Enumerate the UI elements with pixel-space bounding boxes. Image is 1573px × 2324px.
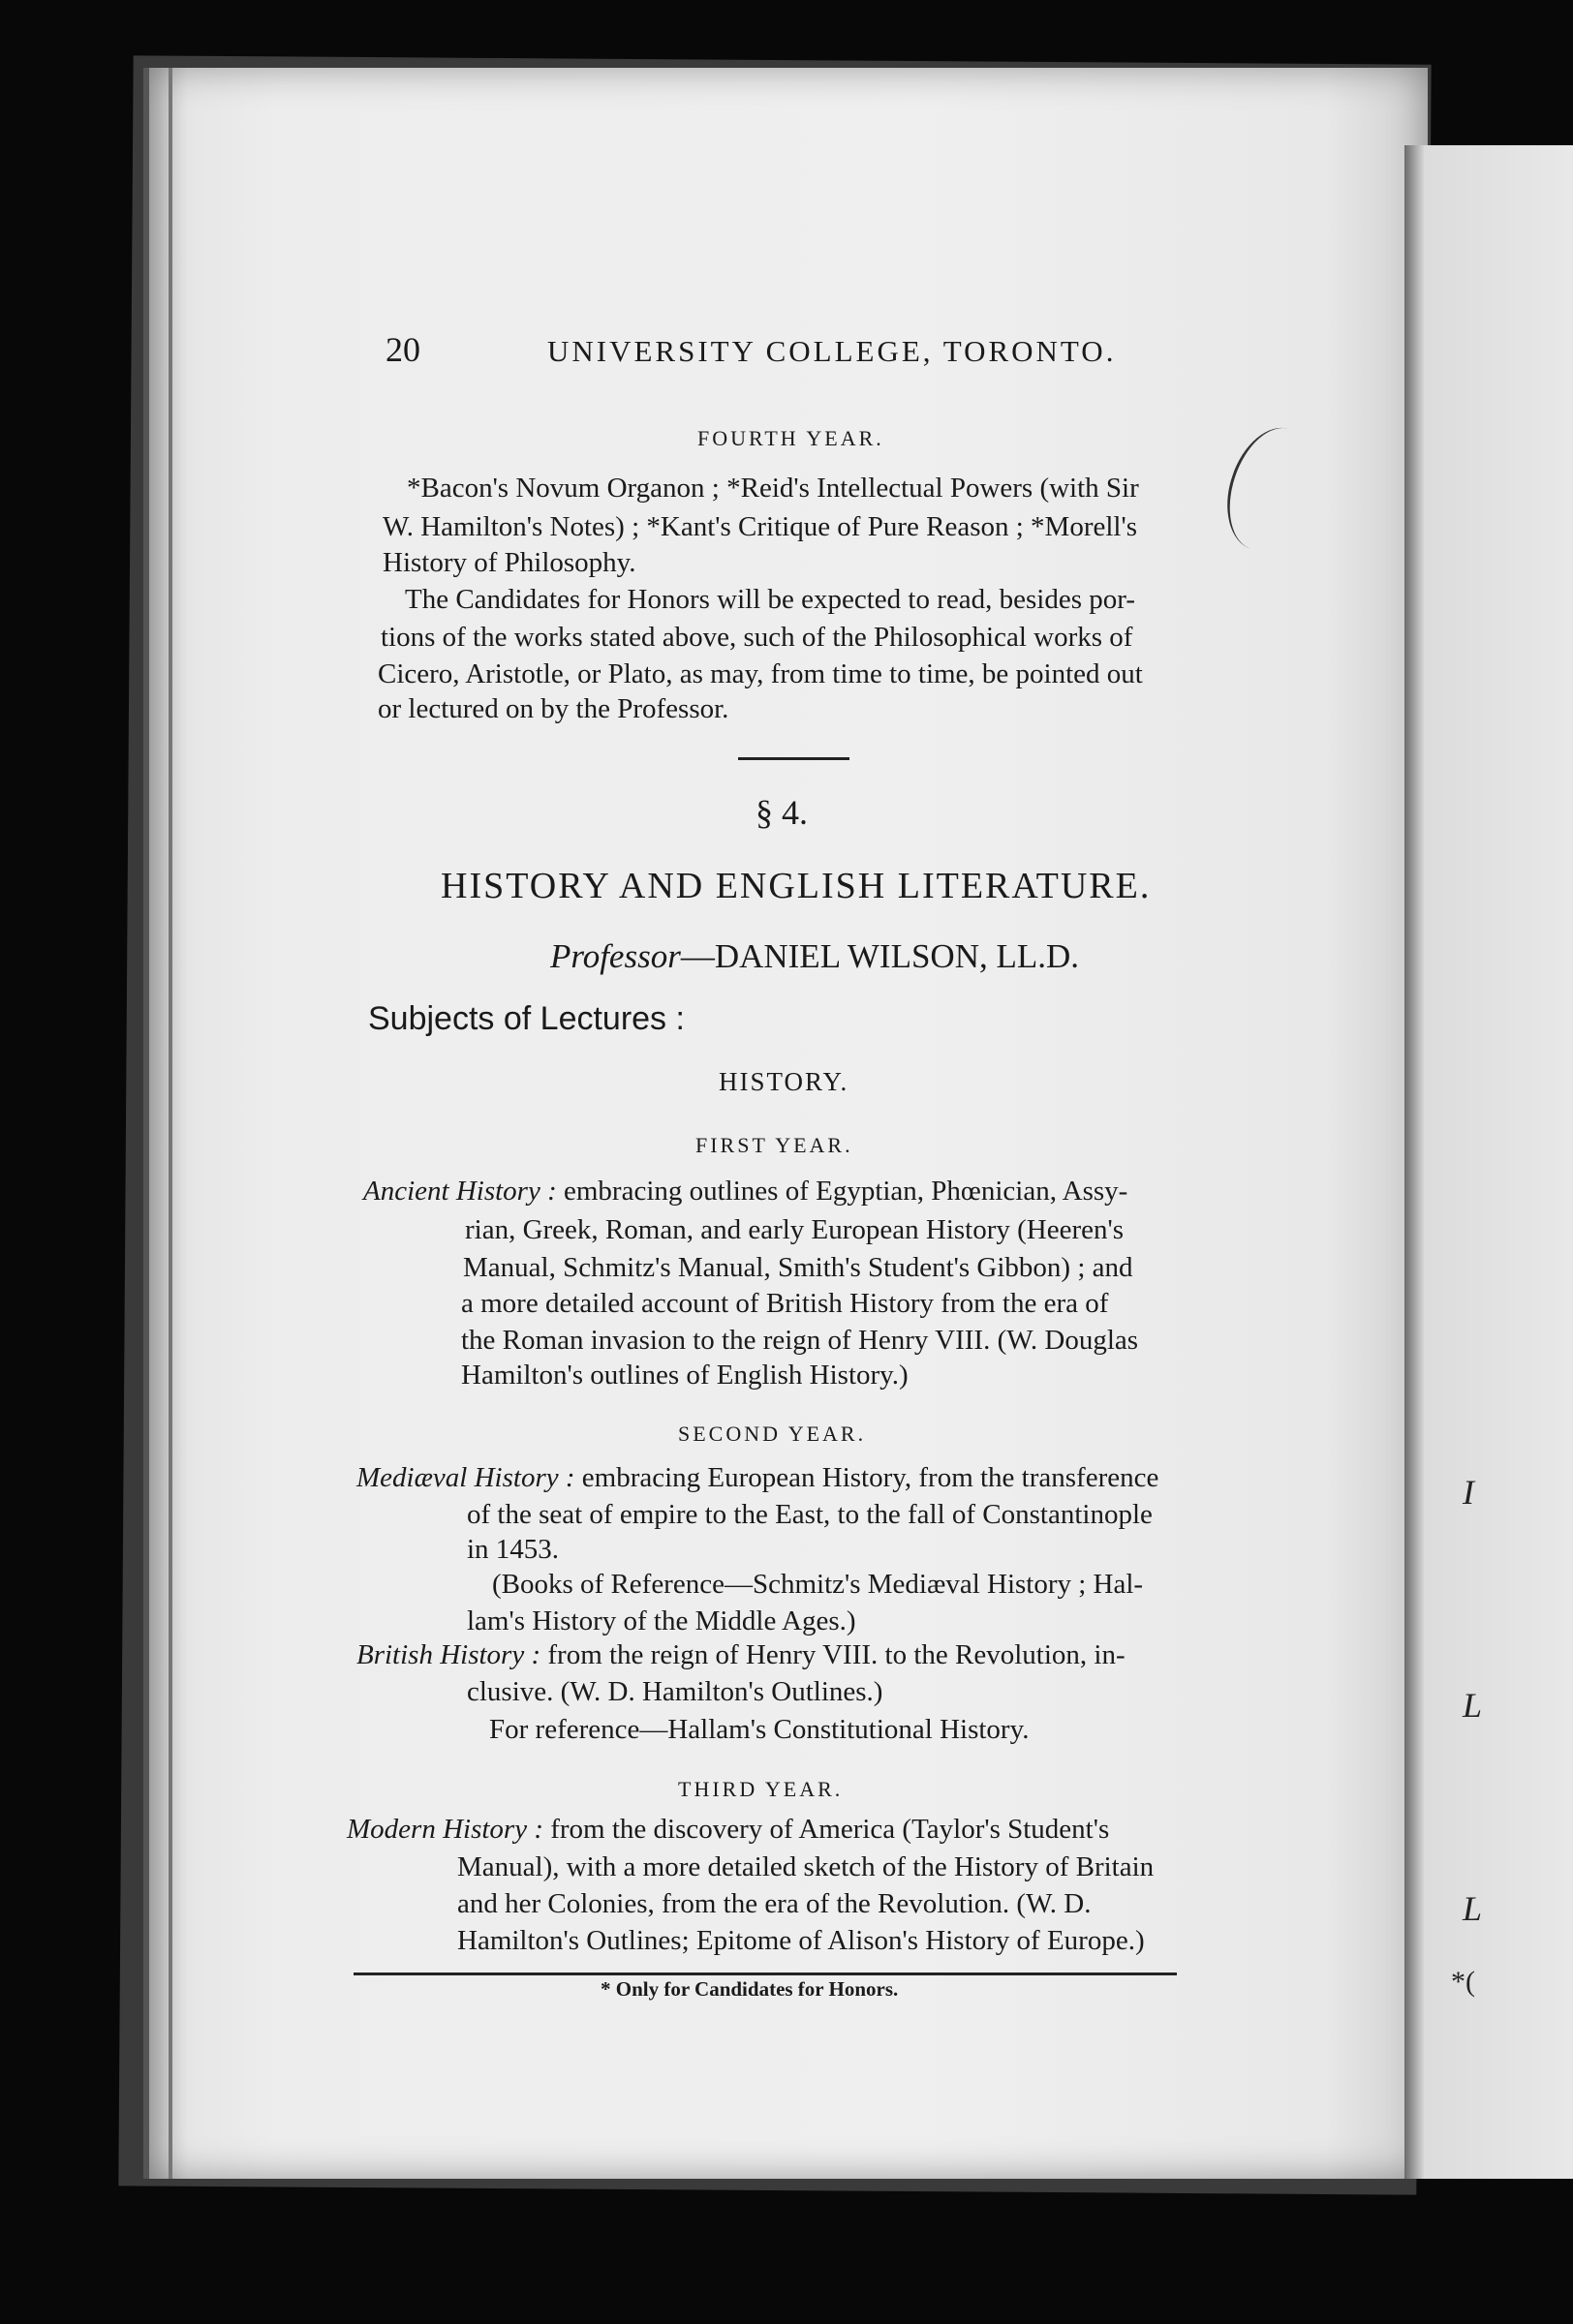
professor-name: —DANIEL WILSON, LL.D. [680,937,1080,975]
second-year-line: lam's History of the Middle Ages.) [467,1605,856,1636]
fourth-year-line: or lectured on by the Professor. [378,693,729,724]
section-divider [738,757,849,760]
second-year-line: of the seat of empire to the East, to the fall of Constantinople [467,1499,1153,1530]
first-year-line: Manual, Schmitz's Manual, Smith's Student's Gibbon) ; and [463,1252,1133,1283]
section-title: HISTORY AND ENGLISH LITERATURE. [441,866,1152,906]
professor-line [550,937,1079,976]
first-year-line: the Roman invasion to the reign of Henry VIII. (W. Douglas [461,1325,1139,1356]
british-history-entry [356,1639,1126,1671]
first-year-line: Hamilton's outlines of English History.) [461,1360,909,1391]
fourth-year-line: tions of the works stated above, such of the Philosophical works of [381,622,1133,653]
ancient-history-label: Ancient History : [363,1176,557,1207]
modern-history-label: Modern History : [347,1814,543,1845]
second-year-line: For reference—Hallam's Constitutional History. [489,1714,1030,1745]
second-year-line: in 1453. [467,1534,560,1565]
first-year-line: rian, Greek, Roman, and early European History (Heeren's [465,1214,1125,1245]
section-number: § 4. [756,793,808,832]
fourth-year-line: The Candidates for Honors will be expected to read, besides por- [405,584,1135,615]
medieval-history-label: Mediæval History : [356,1462,575,1493]
medieval-history-entry [356,1462,1158,1494]
second-year-line: clusive. (W. D. Hamilton's Outlines.) [467,1676,883,1707]
history-heading: HISTORY. [719,1067,849,1096]
fourth-year-line: *Bacon's Novum Organon ; *Reid's Intellectual Powers (with Sir [407,473,1139,504]
footnote: * Only for Candidates for Honors. [601,1977,899,2001]
british-history-text: from the reign of Henry VIII. to the Revolution, in- [540,1639,1126,1670]
facing-page-fragment: I [1463,1473,1474,1512]
first-year-heading: FIRST YEAR. [695,1133,853,1157]
facing-page-fragment: *( [1451,1966,1475,1998]
facing-page-fragment: L [1463,1686,1483,1725]
facing-page-fragment: L [1463,1889,1483,1928]
fourth-year-line: History of Philosophy. [383,547,636,578]
page-number: 20 [386,330,420,369]
medieval-history-text: embracing European History, from the transference [574,1462,1159,1493]
modern-history-entry [347,1814,1109,1846]
ancient-history-text: embracing outlines of Egyptian, Phœnician, Assy- [556,1176,1128,1207]
british-history-label: British History : [356,1639,541,1670]
subjects-heading: Subjects of Lectures : [368,1000,685,1037]
footnote-rule [354,1972,1177,1975]
third-year-heading: THIRD YEAR. [678,1777,844,1801]
fourth-year-heading: FOURTH YEAR. [697,426,884,450]
fourth-year-line: Cicero, Aristotle, or Plato, as may, from time to time, be pointed out [378,658,1143,689]
second-year-line: (Books of Reference—Schmitz's Mediæval History ; Hal- [492,1569,1144,1600]
fourth-year-line: W. Hamilton's Notes) ; *Kant's Critique of Pure Reason ; *Morell's [383,511,1137,542]
professor-label: Professor [550,937,681,975]
first-year-line: a more detailed account of British History from the era of [461,1288,1109,1319]
ancient-history-entry [363,1176,1127,1208]
third-year-line: Hamilton's Outlines; Epitome of Alison's History of Europe.) [457,1925,1145,1956]
second-year-heading: SECOND YEAR. [678,1422,867,1446]
modern-history-text: from the discovery of America (Taylor's Student's [542,1814,1110,1845]
running-title: UNIVERSITY COLLEGE, TORONTO. [547,334,1117,368]
third-year-line: and her Colonies, from the era of the Revolution. (W. D. [457,1888,1092,1919]
third-year-line: Manual), with a more detailed sketch of the History of Britain [457,1851,1155,1882]
